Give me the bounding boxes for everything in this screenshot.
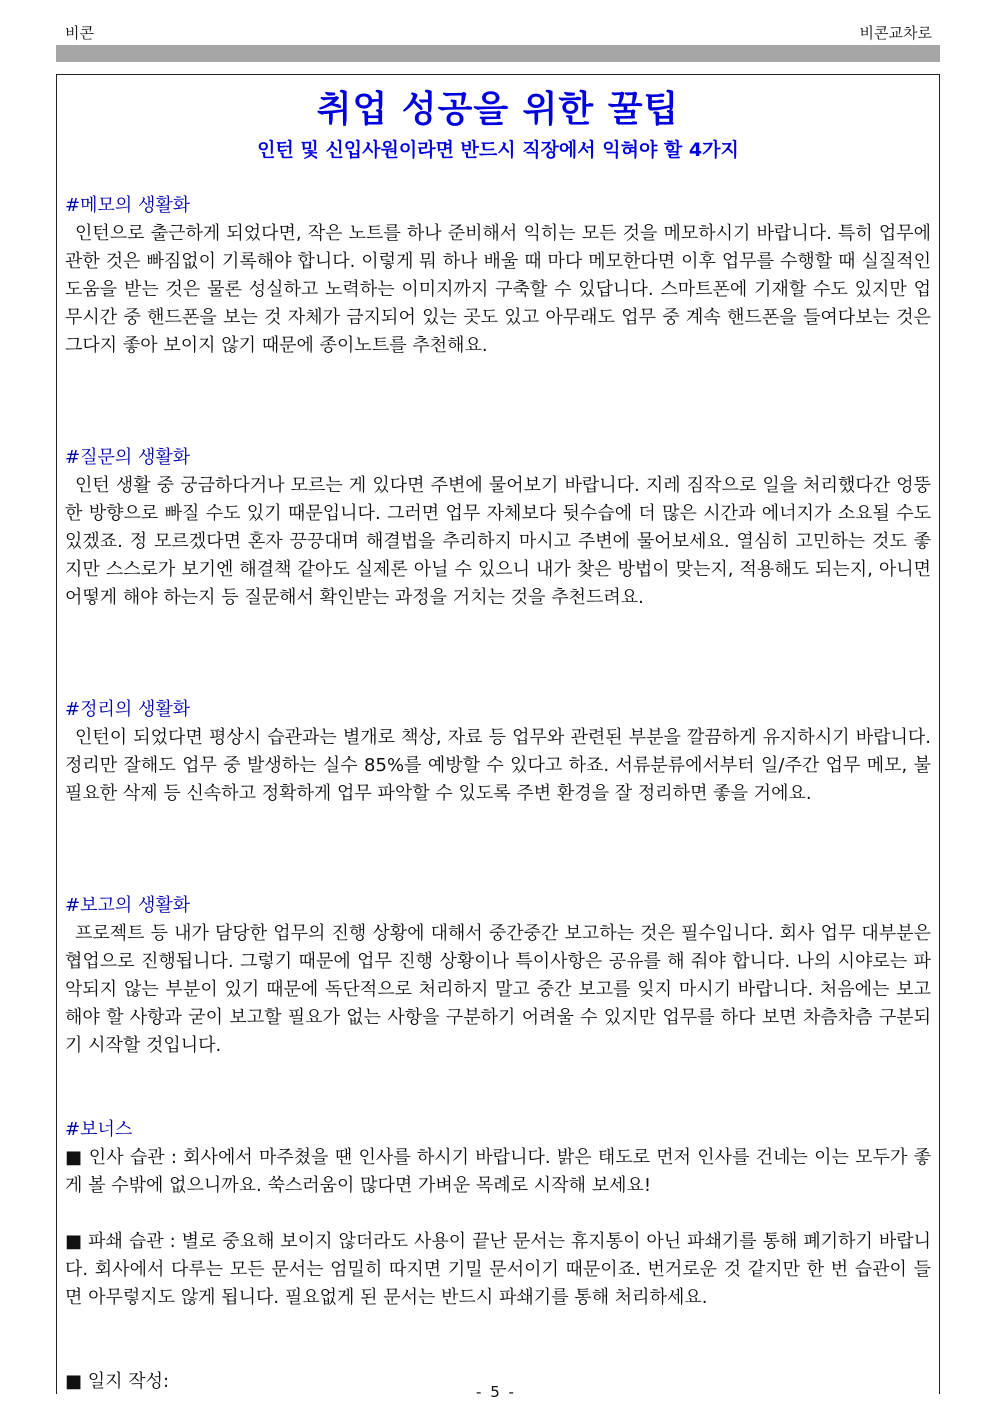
section-body-report: 프로젝트 등 내가 담당한 업무의 진행 상황에 대해서 중간중간 보고하는 것은 필수입니다. 회사 업무 대부분은 협업으로 진행됩니다. 그렇기 때문에 업무 진행 상황이나 특이사항은 공유를 해 줘야 합니다. 나의 시야로는 파악되지 않는 부분이 있기 때문에 독단적으로 처리하지 말고 중간 보고를 잊지 마시기 바랍니다. 처음에는 보고해야 할 사항과 굳이 보고할 필요가 없는 사항을 구분하기 어려울 수 있지만 업무를 하다 보면 차츰차츰 구분되기 시작할 것입니다.: [65, 923, 931, 1056]
section-heading-memo: #메모의 생활화: [65, 195, 191, 216]
section-body-question: 인턴 생활 중 궁금하다거나 모르는 게 있다면 주변에 물어보기 바랍니다. 지레 짐작으로 일을 처리했다간 엉뚱한 방향으로 빠질 수도 있기 때문입니다. 그러면 업무 자체보다 뒷수습에 더 많은 시간과 에너지가 소요될 수도 있겠죠. 정 모르겠다면 혼자 끙끙대며 해결법을 추리하지 마시고 주변에 물어보세요. 열심히 고민하는 것도 좋지만 스스로가 보기엔 해결책 같아도 실제론 아닐 수 있으니 내가 찾은 방법이 맞는지, 적용해도 되는지, 아니면 어떻게 해야 하는지 등 질문해서 확인받는 과정을 거치는 것을 추천드려요.: [65, 475, 931, 608]
bonus-item-greeting: ■ 인사 습관 : 회사에서 마주쳤을 땐 인사를 하시기 바랍니다. 밝은 태도로 먼저 인사를 건네는 이는 모두가 좋게 볼 수밖에 없으니까요. 쑥스러움이 많다면 가벼운 목례로 시작해 보세요!: [65, 1147, 931, 1196]
header-right: 비콘교차로: [859, 24, 932, 42]
section-heading-question: #질문의 생활화: [65, 447, 191, 468]
page-subtitle: 인턴 및 신입사원이라면 반드시 직장에서 익혀야 할 4가지: [257, 139, 739, 161]
section-heading-organize: #정리의 생활화: [65, 699, 191, 720]
section-body-organize: 인턴이 되었다면 평상시 습관과는 별개로 책상, 자료 등 업무와 관련된 부분을 깔끔하게 유지하시기 바랍니다. 정리만 잘해도 업무 중 발생하는 실수 85%를 예방할 수 있다고 하죠. 서류분류에서부터 일/주간 업무 메모, 불필요한 삭제 등 신속하고 정확하게 업무 파악할 수 있도록 주변 환경을 잘 정리하면 좋을 거에요.: [65, 727, 931, 804]
section-body-memo: 인턴으로 출근하게 되었다면, 작은 노트를 하나 준비해서 익히는 모든 것을 메모하시기 바랍니다. 특히 업무에 관한 것은 빠짐없이 기록해야 합니다. 이렇게 뭐 하나 배울 때 마다 메모한다면 이후 업무를 수행할 때 실질적인 도움을 받는 것은 물론 성실하고 노력하는 이미지까지 구축할 수 있답니다. 스마트폰에 기재할 수도 있지만 업무시간 중 핸드폰을 보는 것 자체가 금지되어 있는 곳도 있고 아무래도 업무 중 계속 핸드폰을 들여다보는 것은 그다지 좋아 보이지 않기 때문에 종이노트를 추천해요.: [65, 223, 931, 356]
bonus-item-journal: ■ 일지 작성:: [65, 1371, 170, 1392]
header-bar: [56, 45, 940, 62]
page-number: - 5 -: [476, 1383, 516, 1401]
page-title: 취업 성공을 위한 꿀팁: [316, 89, 680, 130]
section-heading-report: #보고의 생활화: [65, 895, 191, 916]
header-left: 비콘: [65, 24, 94, 42]
content-box: [56, 74, 940, 1394]
bonus-item-shred: ■ 파쇄 습관 : 별로 중요해 보이지 않더라도 사용이 끝난 문서는 휴지통이 아닌 파쇄기를 통해 폐기하기 바랍니다. 회사에서 다루는 모든 문서는 엄밀히 따지면 기밀 문서이기 때문이죠. 번거로운 것 같지만 한 번 습관이 들면 아무렇지도 않게 됩니다. 필요없게 된 문서는 반드시 파쇄기를 통해 처리하세요.: [65, 1231, 931, 1308]
section-heading-bonus: #보너스: [65, 1119, 133, 1140]
